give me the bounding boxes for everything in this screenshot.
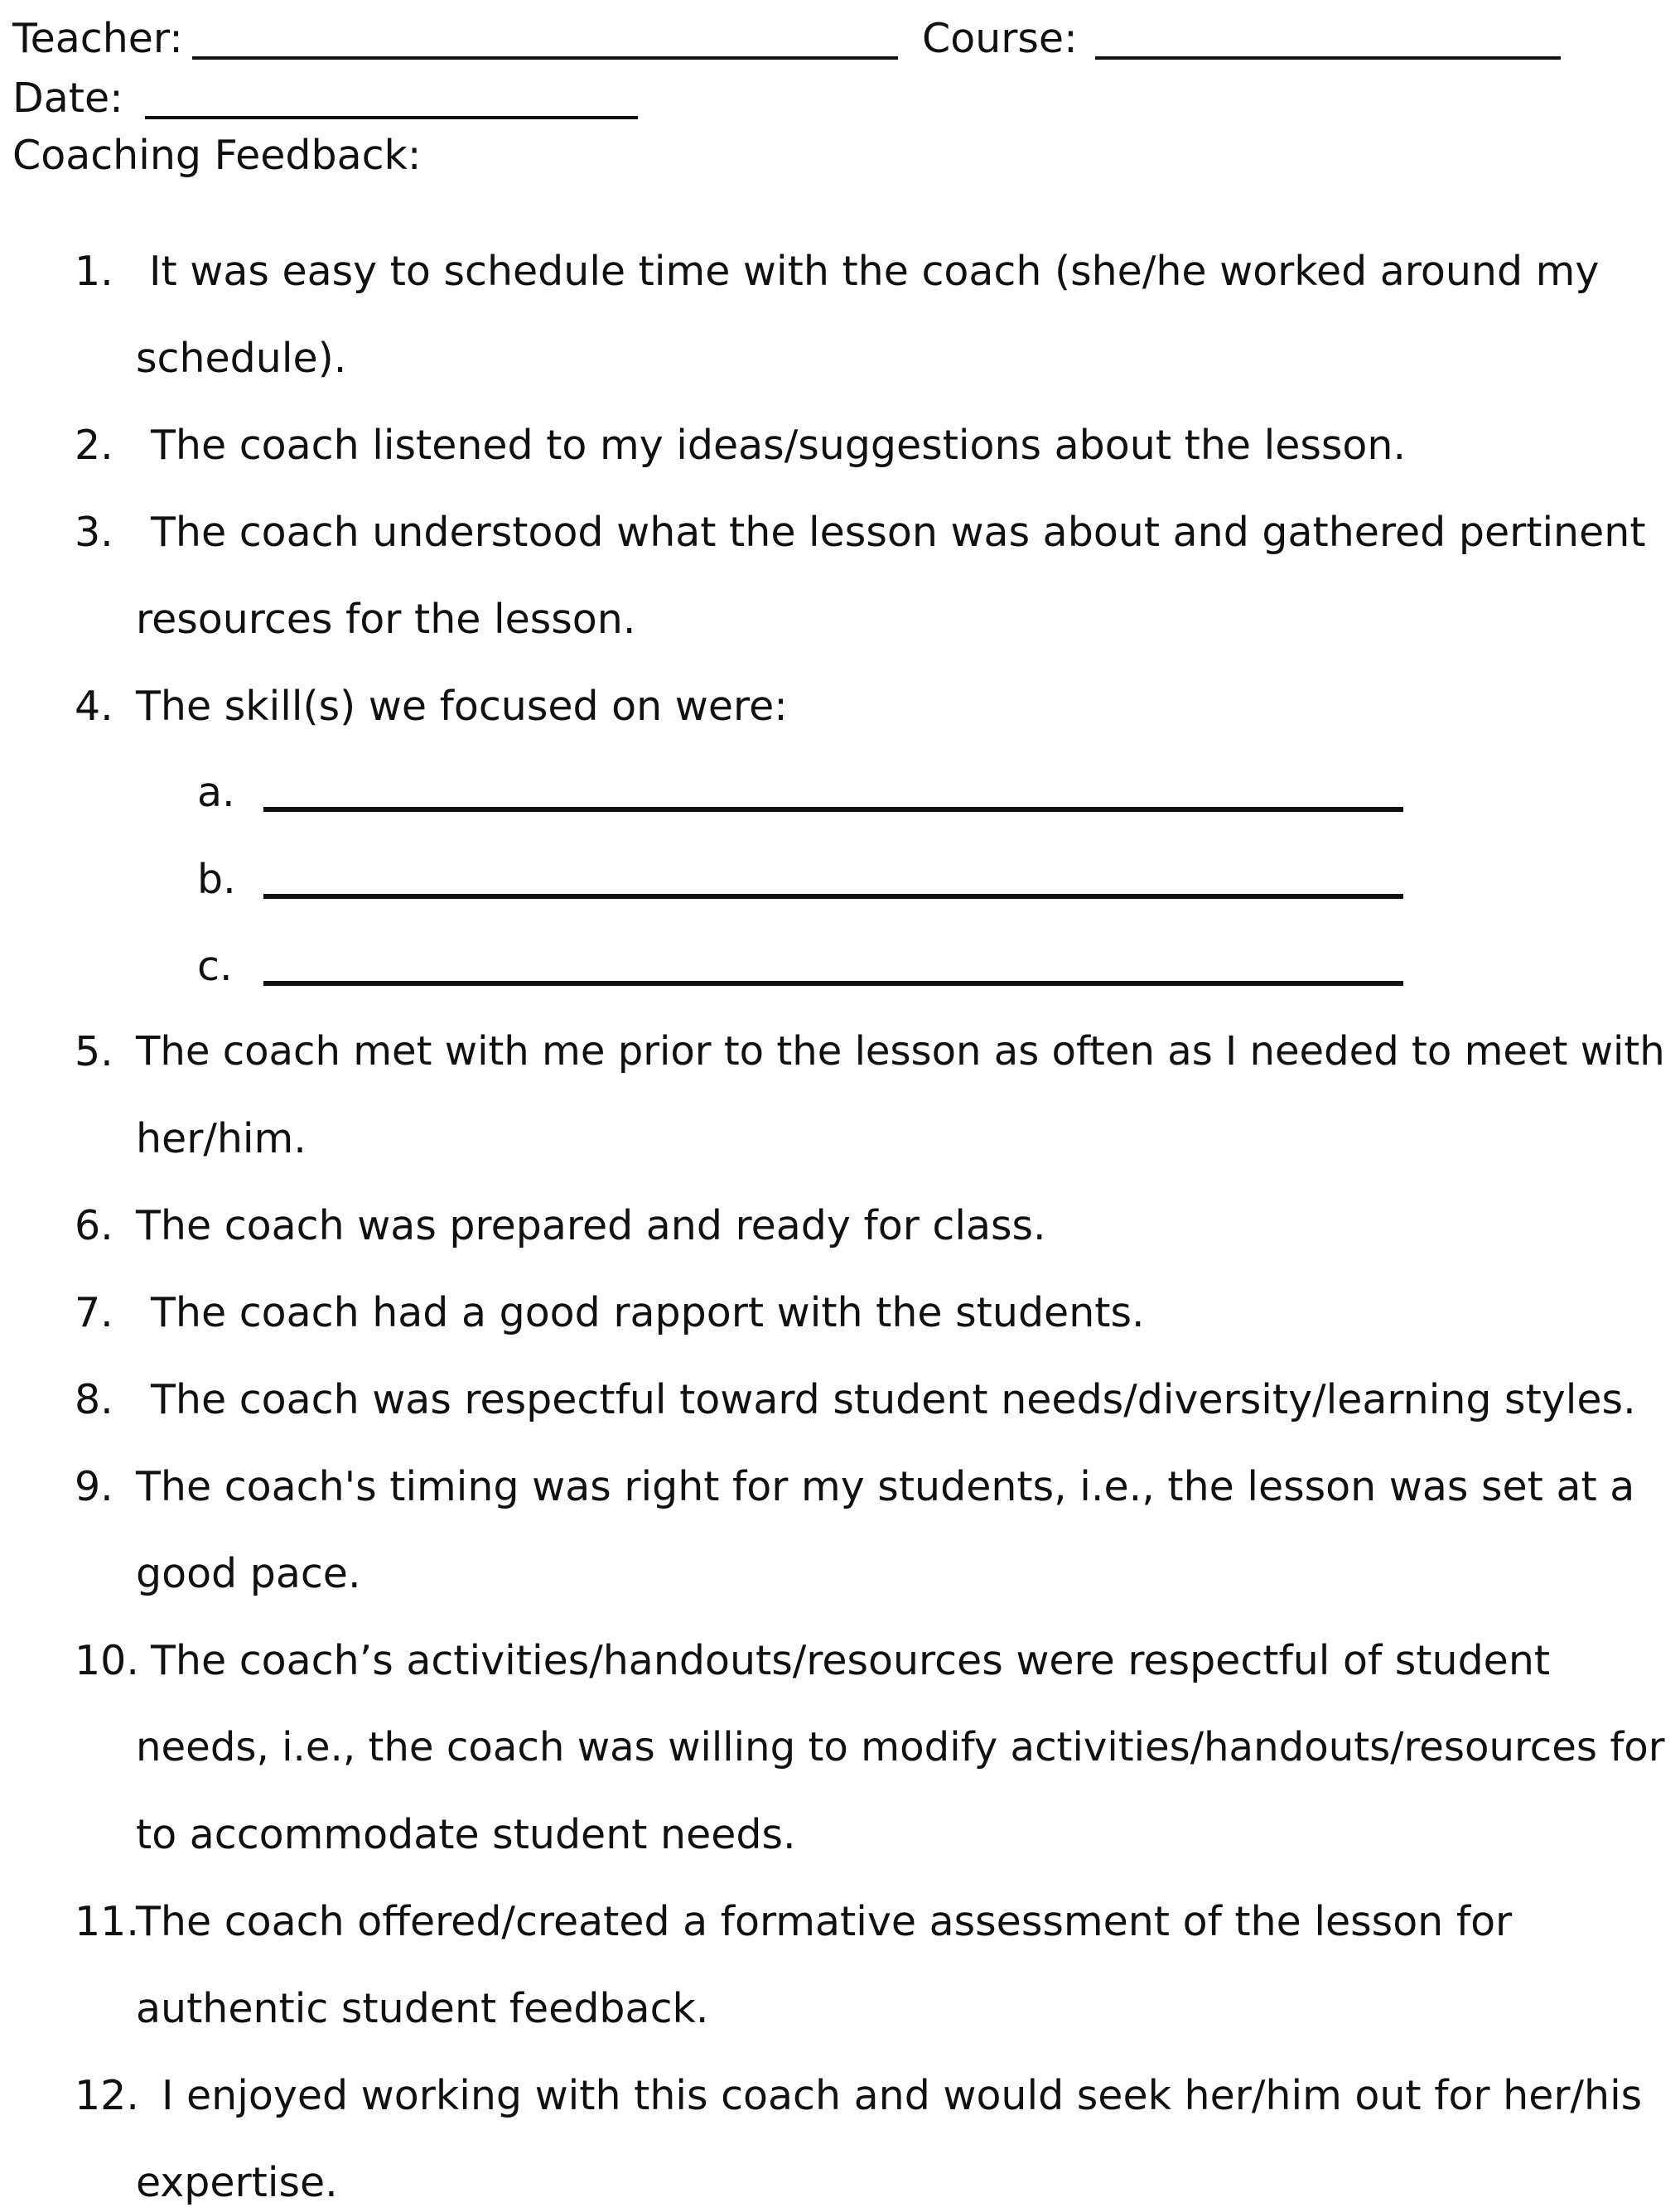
item-5-text: The coach met with me prior to the lesson as often as I needed to meet with (136, 1028, 1665, 1075)
item-10-text: The coach’s activities/handouts/resources were respectful of student (151, 1637, 1551, 1684)
item-11-text-cont: authentic student feedback. (136, 1985, 709, 2032)
skill-a-field[interactable] (263, 807, 1403, 812)
coaching-feedback-label: Coaching Feedback: (12, 132, 422, 179)
item-10-text-cont: needs, i.e., the coach was willing to modify activities/handouts/resources for (136, 1724, 1665, 1770)
skill-c-field[interactable] (263, 981, 1403, 986)
item-number: 12. (75, 2072, 139, 2119)
item-6-text: The coach was prepared and ready for class. (136, 1202, 1046, 1249)
teacher-label: Teacher: (12, 15, 183, 62)
item-7-text: The coach had a good rapport with the students. (151, 1289, 1145, 1336)
item-3-text-cont: resources for the lesson. (136, 596, 636, 643)
item-1-text-cont: schedule). (136, 335, 347, 382)
teacher-field[interactable] (192, 56, 898, 60)
item-9-text-cont: good pace. (136, 1550, 361, 1597)
item-number: 2. (75, 422, 113, 469)
skill-b-field[interactable] (263, 894, 1403, 899)
item-5-text-cont: her/him. (136, 1115, 307, 1162)
item-number: 10. (75, 1637, 139, 1684)
item-10-text-cont: to accommodate student needs. (136, 1811, 796, 1858)
item-1-text: It was easy to schedule time with the coach (she/he worked around my (149, 248, 1600, 295)
date-label: Date: (12, 75, 123, 122)
skill-letter: c. (197, 943, 233, 990)
item-number: 5. (75, 1028, 113, 1075)
item-number: 8. (75, 1376, 113, 1423)
item-number: 11. (75, 1898, 139, 1945)
date-field[interactable] (145, 116, 638, 119)
item-11-text: The coach offered/created a formative assessment of the lesson for (136, 1898, 1513, 1945)
item-8-text: The coach was respectful toward student needs/diversity/learning styles. (151, 1376, 1636, 1423)
item-4-text: The skill(s) we focused on were: (136, 683, 788, 730)
course-field[interactable] (1095, 56, 1561, 60)
item-number: 4. (75, 683, 113, 730)
item-12-text: I enjoyed working with this coach and would seek her/him out for her/his (162, 2072, 1643, 2119)
skill-letter: a. (197, 769, 235, 816)
item-3-text: The coach understood what the lesson was about and gathered pertinent (151, 509, 1646, 556)
item-number: 1. (75, 248, 113, 295)
item-number: 7. (75, 1289, 113, 1336)
item-number: 3. (75, 509, 113, 556)
item-9-text: The coach's timing was right for my students, i.e., the lesson was set at a (136, 1463, 1635, 1510)
item-12-text-cont: expertise. (136, 2159, 338, 2206)
item-number: 6. (75, 1202, 113, 1249)
course-label: Course: (922, 15, 1078, 62)
item-number: 9. (75, 1463, 113, 1510)
skill-letter: b. (197, 856, 236, 903)
item-2-text: The coach listened to my ideas/suggestions about the lesson. (151, 422, 1407, 469)
